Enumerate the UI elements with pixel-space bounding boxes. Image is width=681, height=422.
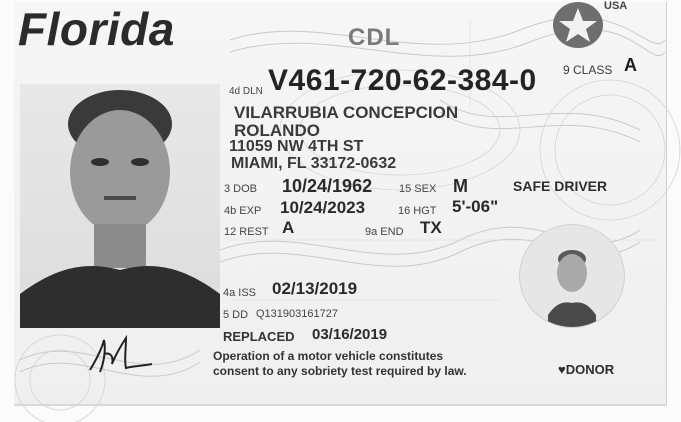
class-value: A xyxy=(624,55,637,75)
address-line-1: 11059 NW 4TH ST xyxy=(229,138,364,155)
restrictions-label: 12 REST xyxy=(224,226,269,238)
dob-value: 10/24/1962 xyxy=(282,176,373,196)
exp-value: 10/24/2023 xyxy=(280,198,366,217)
dob-label: 3 DOB xyxy=(224,183,258,195)
ghost-silhouette xyxy=(520,225,624,327)
signature xyxy=(86,330,156,378)
replaced-value: 03/16/2019 xyxy=(312,326,388,343)
endorsements-value: TX xyxy=(420,218,442,237)
portrait-photo xyxy=(20,84,220,328)
heart-icon: ♥ xyxy=(558,362,566,377)
dd-label: 5 DD xyxy=(223,309,249,321)
dln-label: 4d DLN xyxy=(229,86,263,97)
star-icon xyxy=(553,2,603,48)
star-seal xyxy=(553,2,603,48)
legal-notice-line-1: Operation of a motor vehicle constitutes xyxy=(213,349,444,363)
restrictions-value: A xyxy=(282,218,295,237)
exp-label: 4b EXP xyxy=(224,205,262,217)
donor-text: DONOR xyxy=(565,362,615,377)
legal-notice-line-2: consent to any sobriety test required by law. xyxy=(213,364,467,378)
state-title: Florida xyxy=(18,3,175,55)
portrait-silhouette xyxy=(20,84,220,328)
safe-driver-badge: SAFE DRIVER xyxy=(513,178,608,194)
height-label: 16 HGT xyxy=(398,205,437,217)
name-line-2: ROLANDO xyxy=(234,121,320,140)
class-label: 9 CLASS xyxy=(563,63,613,77)
sex-value: M xyxy=(453,176,468,196)
endorsements-label: 9a END xyxy=(365,226,404,238)
sex-label: 15 SEX xyxy=(399,183,437,195)
height-value: 5'-06" xyxy=(452,197,499,216)
country-code: USA xyxy=(604,0,628,12)
ghost-portrait xyxy=(519,224,625,328)
issue-value: 02/13/2019 xyxy=(272,279,358,298)
dln-value: V461-720-62-384-0 xyxy=(268,64,537,97)
replaced-label: REPLACED xyxy=(223,329,295,344)
issue-label: 4a ISS xyxy=(223,287,257,299)
license-type: CDL xyxy=(348,24,401,51)
dd-value: Q131903161727 xyxy=(256,308,338,320)
address-line-2: MIAMI, FL 33172-0632 xyxy=(231,155,397,172)
donor-indicator xyxy=(558,362,614,377)
name-line-1: VILARRUBIA CONCEPCION xyxy=(234,103,459,122)
